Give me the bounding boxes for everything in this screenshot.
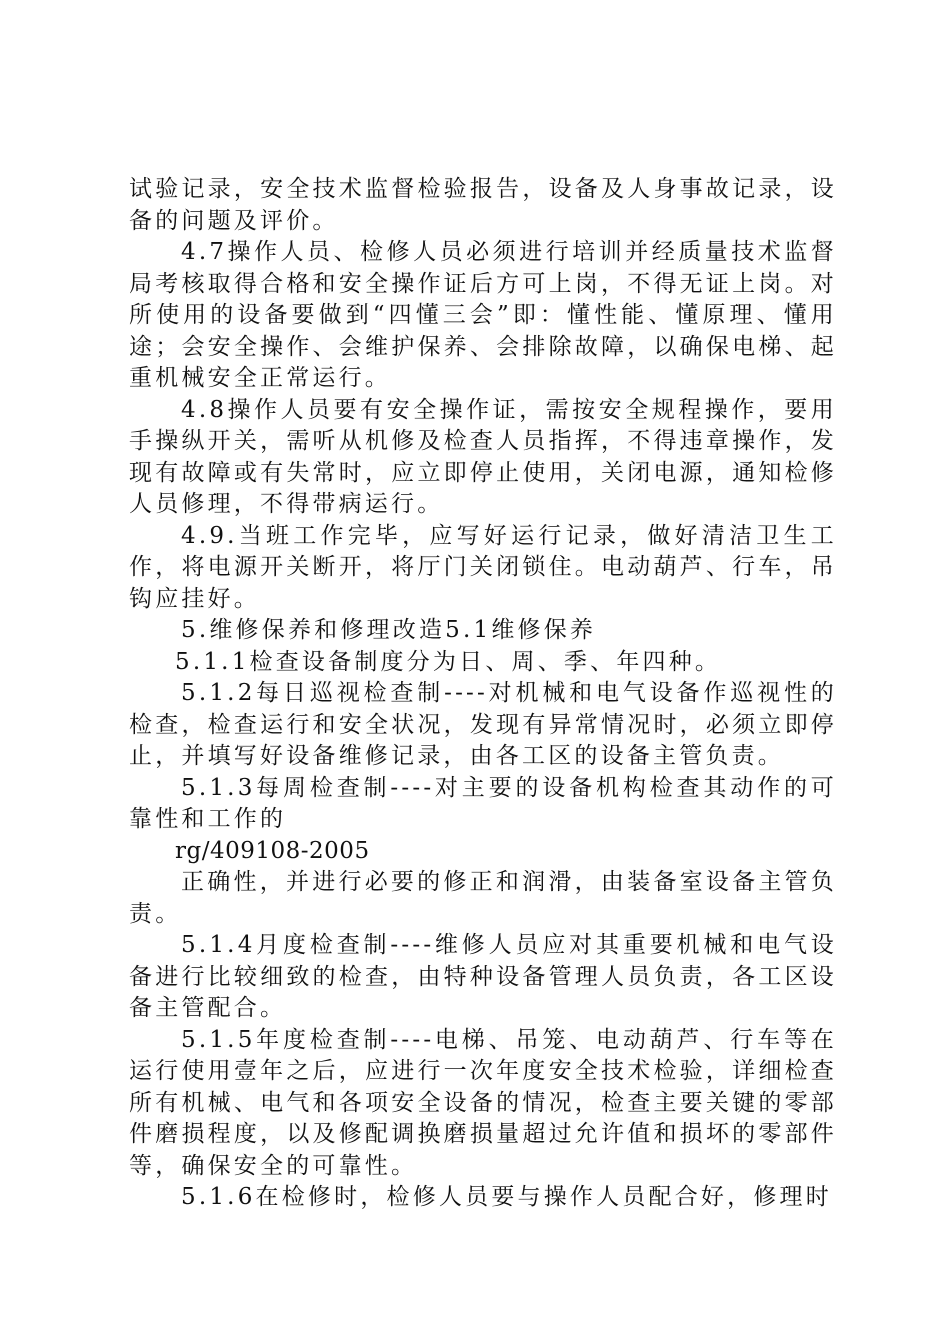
- document-body: [129, 174, 837, 1214]
- reference-code: rg/409108-2005: [175, 837, 370, 864]
- paragraph-5-1-4: 5.1.4月度检查制----维修人员应对其重要机械和电气设备进行比较细致的检查，由特种设备管理人员负责，各工区设备主管配合。: [129, 932, 837, 1021]
- paragraph-5-1-6: 5.1.6在检修时，检修人员要与操作人员配合好，修理时: [181, 1184, 832, 1210]
- paragraph-records: 试验记录，安全技术监督检验报告，设备及人身事故记录，设备的问题及评价。: [129, 176, 837, 234]
- paragraph-4-9: 4.9.当班工作完毕，应写好运行记录，做好清洁卫生工作，将电源开关断开，将厅门关闭锁住。电动葫芦、行车，吊钩应挂好。: [129, 522, 837, 612]
- paragraph-continuation: 正确性，并进行必要的修正和润滑，由装备室设备主管负责。: [129, 869, 837, 927]
- paragraph-5-1-2: 5.1.2每日巡视检查制----对机械和电气设备作巡视性的检查，检查运行和安全状况，发现有异常情况时，必须立即停止，并填写好设备维修记录，由各工区的设备主管负责。: [129, 680, 837, 769]
- paragraph-4-8: 4.8操作人员要有安全操作证，需按安全规程操作，要用手操纵开关，需听从机修及检查人员指挥，不得违章操作，发现有故障或有失常时，应立即停止使用，关闭电源，通知检修人员修理，不得带病运行。: [129, 396, 837, 517]
- paragraph-5-1-1: 5.1.1检查设备制度分为日、周、季、年四种。: [175, 648, 722, 675]
- section-heading-5: 5.维修保养和修理改造5.1维修保养: [181, 617, 597, 643]
- paragraph-5-1-3: 5.1.3每周检查制----对主要的设备机构检查其动作的可靠性和工作的: [129, 774, 837, 832]
- paragraph-4-7: 4.7操作人员、检修人员必须进行培训并经质量技术监督局考核取得合格和安全操作证后方可上岗，不得无证上岗。对所使用的设备要做到“四懂三会”即：懂性能、懂原理、懂用途；会安全操作、会维护保养、会排除故障，以确保电梯、起重机械安全正常运行。: [129, 239, 837, 391]
- paragraph-5-1-5: 5.1.5年度检查制----电梯、吊笼、电动葫芦、行车等在运行使用壹年之后，应进行一次年度安全技术检验，详细检查所有机械、电气和各项安全设备的情况，检查主要关键的零部件磨损程度，以及修配调换磨损量超过允许值和损坏的零部件等，确保安全的可靠性。: [129, 1026, 837, 1179]
